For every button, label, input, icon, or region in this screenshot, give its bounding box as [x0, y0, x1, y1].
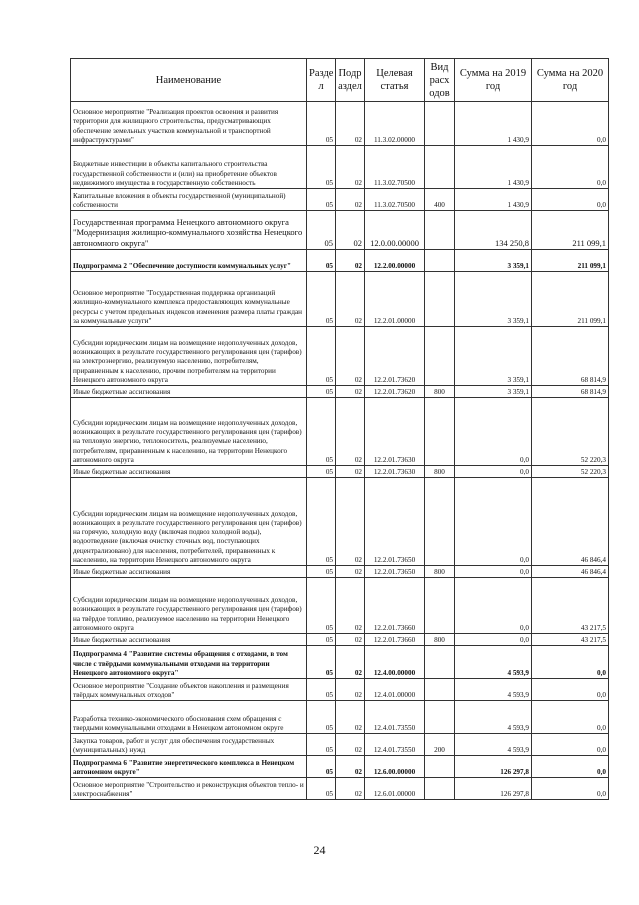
row-razdel: 05 — [307, 327, 336, 386]
row-sum2019: 0,0 — [455, 566, 532, 578]
row-vid — [425, 478, 455, 566]
row-vid — [425, 679, 455, 701]
table-row — [71, 734, 609, 756]
row-podrazdel: 02 — [336, 398, 365, 466]
row-target: 12.4.01.00000 — [365, 679, 425, 701]
row-vid — [425, 146, 455, 189]
row-razdel: 05 — [307, 646, 336, 679]
row-sum2020: 0,0 — [532, 756, 609, 778]
row-podrazdel: 02 — [336, 146, 365, 189]
row-vid — [425, 646, 455, 679]
row-sum2020: 211 099,1 — [532, 272, 609, 327]
table-row — [71, 211, 609, 250]
row-target: 11.3.02.70500 — [365, 146, 425, 189]
row-razdel: 05 — [307, 566, 336, 578]
table-row — [71, 778, 609, 800]
row-razdel: 05 — [307, 466, 336, 478]
row-razdel: 05 — [307, 386, 336, 398]
row-name: Основное мероприятие "Создание объектов накопления и размещения твёрдых коммунальных отходов" — [71, 679, 307, 701]
row-name: Разработка технико-экономического обоснования схем обращения с твердыми коммунальными отходами в Ненецком автономном округе — [71, 701, 307, 734]
row-vid — [425, 102, 455, 146]
row-sum2020: 46 846,4 — [532, 566, 609, 578]
row-name: Иные бюджетные ассигнования — [71, 466, 307, 478]
header-name: Наименование — [71, 59, 307, 102]
row-razdel: 05 — [307, 272, 336, 327]
table-row — [71, 634, 609, 646]
row-sum2019: 4 593,9 — [455, 646, 532, 679]
row-sum2019: 1 430,9 — [455, 102, 532, 146]
row-name: Субсидии юридическим лицам на возмещение недополученных доходов, возникающих в результате государственного регулирования цен (тарифов) на тепловую энергию, теплоноситель, реализуемые населению, потребителям, приравненным к населению, на территории Ненецкого автономного округа — [71, 398, 307, 466]
row-sum2020: 0,0 — [532, 778, 609, 800]
table-row — [71, 327, 609, 386]
row-sum2020: 0,0 — [532, 189, 609, 211]
row-sum2019: 3 359,1 — [455, 272, 532, 327]
row-name: Основное мероприятие "Государственная поддержка организаций жилищно-коммунального комплекса предоставляющих коммунальные ресурсы с учетом предельных индексов изменения размера платы граждан за коммунальные услуги" — [71, 272, 307, 327]
table-row — [71, 146, 609, 189]
row-name: Субсидии юридическим лицам на возмещение недополученных доходов, возникающих в результате государственного регулирования цен (тарифов) на твёрдое топливо, реализуемое населению на территории Ненецкого автономного округа — [71, 578, 307, 634]
row-target: 12.6.01.00000 — [365, 778, 425, 800]
row-podrazdel: 02 — [336, 189, 365, 211]
row-podrazdel: 02 — [336, 466, 365, 478]
row-vid: 800 — [425, 566, 455, 578]
row-vid — [425, 398, 455, 466]
row-sum2020: 0,0 — [532, 701, 609, 734]
row-sum2020: 46 846,4 — [532, 478, 609, 566]
row-podrazdel: 02 — [336, 211, 365, 250]
row-razdel: 05 — [307, 189, 336, 211]
row-target: 12.2.01.73660 — [365, 634, 425, 646]
header-podrazdel: Подр аздел — [336, 59, 365, 102]
header-sum2019: Сумма на 2019 год — [455, 59, 532, 102]
row-vid — [425, 327, 455, 386]
row-name: Субсидии юридическим лицам на возмещение недополученных доходов, возникающих в результате государственного регулирования цен (тарифов) на горячую, холодную воду (включая подвоз холодной воды), водоотведение (включая очистку сточных вод, поступающих децентрализовано) для населения, потребителей, приравненных к населению, на территории Ненецкого автономного округа — [71, 478, 307, 566]
row-razdel: 05 — [307, 679, 336, 701]
row-vid — [425, 272, 455, 327]
row-sum2019: 4 593,9 — [455, 679, 532, 701]
row-vid — [425, 701, 455, 734]
row-sum2020: 0,0 — [532, 146, 609, 189]
row-podrazdel: 02 — [336, 272, 365, 327]
row-sum2020: 52 220,3 — [532, 398, 609, 466]
row-name: Субсидии юридическим лицам на возмещение недополученных доходов, возникающих в результате государственного регулирования цен (тарифов) на электроэнергию, реализуемую населению, потребителям, приравненным к населению, прочим потребителям на территории Ненецкого автономного округа — [71, 327, 307, 386]
row-podrazdel: 02 — [336, 386, 365, 398]
row-vid — [425, 578, 455, 634]
row-sum2019: 0,0 — [455, 398, 532, 466]
row-vid: 200 — [425, 734, 455, 756]
row-target: 12.0.00.00000 — [365, 211, 425, 250]
table-row — [71, 386, 609, 398]
header-sum2020: Сумма на 2020 год — [532, 59, 609, 102]
row-razdel: 05 — [307, 398, 336, 466]
row-sum2019: 1 430,9 — [455, 189, 532, 211]
row-razdel: 05 — [307, 778, 336, 800]
row-razdel: 05 — [307, 211, 336, 250]
row-vid — [425, 756, 455, 778]
row-podrazdel: 02 — [336, 327, 365, 386]
row-name: Бюджетные инвестиции в объекты капитального строительства государственной собственности и (или) на приобретение объектов недвижимого имущества в государственную собственность — [71, 146, 307, 189]
row-target: 12.2.01.00000 — [365, 272, 425, 327]
row-podrazdel: 02 — [336, 756, 365, 778]
row-target: 12.2.01.73620 — [365, 386, 425, 398]
row-vid: 800 — [425, 386, 455, 398]
row-razdel: 05 — [307, 578, 336, 634]
row-target: 11.3.02.70500 — [365, 189, 425, 211]
row-target: 12.2.00.00000 — [365, 250, 425, 272]
row-target: 12.6.00.00000 — [365, 756, 425, 778]
row-target: 12.2.01.73630 — [365, 466, 425, 478]
row-podrazdel: 02 — [336, 634, 365, 646]
row-target: 12.4.01.73550 — [365, 734, 425, 756]
table-row — [71, 398, 609, 466]
header-row — [71, 59, 609, 102]
row-name: Иные бюджетные ассигнования — [71, 634, 307, 646]
header-vid: Вид расх одов — [425, 59, 455, 102]
table-row — [71, 466, 609, 478]
row-target: 12.2.01.73630 — [365, 398, 425, 466]
row-name: Основное мероприятие "Строительство и реконструкция объектов тепло- и электроснабжения" — [71, 778, 307, 800]
table-row — [71, 701, 609, 734]
row-razdel: 05 — [307, 701, 336, 734]
table-row — [71, 756, 609, 778]
table-row — [71, 478, 609, 566]
table-row — [71, 679, 609, 701]
table-row — [71, 578, 609, 634]
row-name: Подпрограмма 2 "Обеспечение доступности коммунальных услуг" — [71, 250, 307, 272]
row-name: Капитальные вложения в объекты государственной (муниципальной) собственности — [71, 189, 307, 211]
row-sum2019: 0,0 — [455, 634, 532, 646]
row-name: Иные бюджетные ассигнования — [71, 386, 307, 398]
row-vid: 800 — [425, 634, 455, 646]
row-podrazdel: 02 — [336, 701, 365, 734]
row-sum2020: 43 217,5 — [532, 634, 609, 646]
row-vid: 400 — [425, 189, 455, 211]
row-vid — [425, 250, 455, 272]
row-sum2019: 0,0 — [455, 466, 532, 478]
row-sum2020: 0,0 — [532, 102, 609, 146]
row-podrazdel: 02 — [336, 578, 365, 634]
row-target: 12.2.01.73650 — [365, 478, 425, 566]
table-row — [71, 566, 609, 578]
row-name: Подпрограмма 6 "Развитие энергетического комплекса в Ненецком автономном округе" — [71, 756, 307, 778]
row-sum2019: 0,0 — [455, 478, 532, 566]
row-name: Закупка товаров, работ и услуг для обеспечения государственных (муниципальных) нужд — [71, 734, 307, 756]
row-sum2020: 68 814,9 — [532, 386, 609, 398]
row-target: 12.2.01.73650 — [365, 566, 425, 578]
row-sum2020: 0,0 — [532, 734, 609, 756]
row-sum2019: 3 359,1 — [455, 250, 532, 272]
table-row — [71, 646, 609, 679]
row-target: 12.4.00.00000 — [365, 646, 425, 679]
row-sum2019: 1 430,9 — [455, 146, 532, 189]
row-sum2019: 4 593,9 — [455, 734, 532, 756]
row-vid — [425, 778, 455, 800]
row-razdel: 05 — [307, 146, 336, 189]
row-name: Государственная программа Ненецкого автономного округа "Модернизация жилищно-коммунального хозяйства Ненецкого автономного округа" — [71, 211, 307, 250]
row-name: Иные бюджетные ассигнования — [71, 566, 307, 578]
row-target: 12.4.01.73550 — [365, 701, 425, 734]
budget-table — [70, 58, 609, 800]
row-podrazdel: 02 — [336, 646, 365, 679]
row-target: 12.2.01.73660 — [365, 578, 425, 634]
row-sum2019: 3 359,1 — [455, 327, 532, 386]
row-podrazdel: 02 — [336, 102, 365, 146]
row-podrazdel: 02 — [336, 734, 365, 756]
table-row — [71, 102, 609, 146]
row-sum2019: 3 359,1 — [455, 386, 532, 398]
row-target: 11.3.02.00000 — [365, 102, 425, 146]
row-sum2020: 0,0 — [532, 679, 609, 701]
row-podrazdel: 02 — [336, 566, 365, 578]
row-podrazdel: 02 — [336, 679, 365, 701]
row-target: 12.2.01.73620 — [365, 327, 425, 386]
row-razdel: 05 — [307, 102, 336, 146]
row-razdel: 05 — [307, 478, 336, 566]
row-razdel: 05 — [307, 734, 336, 756]
budget-table-sheet — [70, 58, 608, 800]
page-number: 24 — [313, 843, 326, 857]
row-podrazdel: 02 — [336, 478, 365, 566]
row-sum2019: 134 250,8 — [455, 211, 532, 250]
row-sum2020: 52 220,3 — [532, 466, 609, 478]
row-name: Основное мероприятие "Реализация проектов освоения и развития территории для жилищного строительства, предусматривающих обеспечение земельных участков коммунальной и транспортной инфраструктурами" — [71, 102, 307, 146]
row-sum2019: 126 297,8 — [455, 756, 532, 778]
row-sum2020: 211 099,1 — [532, 250, 609, 272]
row-sum2020: 211 099,1 — [532, 211, 609, 250]
row-vid — [425, 211, 455, 250]
header-razdel: Разде л — [307, 59, 336, 102]
row-sum2019: 0,0 — [455, 578, 532, 634]
table-row — [71, 189, 609, 211]
row-name: Подпрограмма 4 "Развитие системы обращения с отходами, в том числе с твёрдыми коммунальными отходами на территории Ненецкого автономного округа" — [71, 646, 307, 679]
row-podrazdel: 02 — [336, 250, 365, 272]
row-sum2020: 68 814,9 — [532, 327, 609, 386]
row-sum2020: 43 217,5 — [532, 578, 609, 634]
row-podrazdel: 02 — [336, 778, 365, 800]
table-row — [71, 272, 609, 327]
row-sum2019: 126 297,8 — [455, 778, 532, 800]
row-razdel: 05 — [307, 756, 336, 778]
row-vid: 800 — [425, 466, 455, 478]
table-row — [71, 250, 609, 272]
row-razdel: 05 — [307, 634, 336, 646]
row-sum2019: 4 593,9 — [455, 701, 532, 734]
header-target: Целевая статья — [365, 59, 425, 102]
row-sum2020: 0,0 — [532, 646, 609, 679]
row-razdel: 05 — [307, 250, 336, 272]
